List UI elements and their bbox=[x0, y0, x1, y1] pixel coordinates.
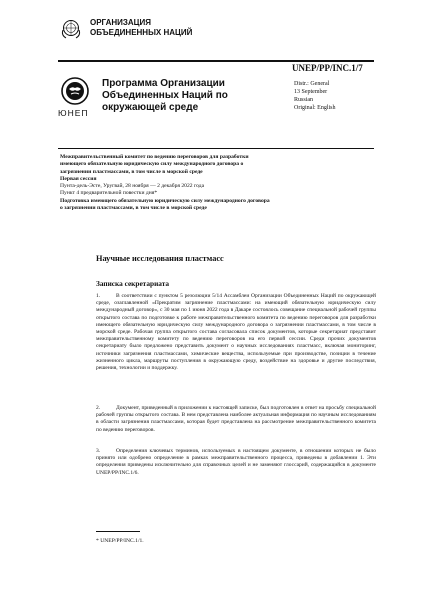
distribution-info bbox=[294, 80, 336, 112]
document-symbol: UNEP/PP/INC.1/7 bbox=[292, 63, 363, 73]
un-name-line2: ОБЪЕДИНЕННЫХ НАЦИЙ bbox=[90, 28, 193, 37]
meeting-info bbox=[60, 154, 270, 212]
paragraph bbox=[96, 405, 376, 434]
agenda-item: Пункт 4 предварительной повестки дня* bbox=[60, 190, 158, 197]
session-name: Первая сессия bbox=[60, 175, 97, 182]
distribution-language: Russian bbox=[294, 97, 314, 103]
footnote-rule bbox=[96, 531, 140, 532]
note-title: Записка секретариата bbox=[96, 279, 170, 288]
paragraph-number: 3. bbox=[96, 448, 101, 454]
header-rule bbox=[58, 60, 374, 62]
unep-name: Программа Организации Объединенных Наций по окружающей среде bbox=[102, 78, 228, 113]
section-rule bbox=[58, 148, 374, 149]
paragraph-text: Определения ключевых терминов, используемых в настоящем документе, в отношении которых не было принято или одобрено определение в рамках межправительственного процесса, приведены в добавлении 1. Эти определения приведены исключительно для справочных целей и не заменяют глоссарий, содержащийся в документе UNEP/PP/INC.1/6. bbox=[96, 448, 376, 476]
distribution-original: Original: English bbox=[294, 105, 336, 111]
distribution-distr: Distr.: General bbox=[294, 81, 330, 87]
committee-name: Межправительственный комитет по ведению переговоров для разработки имеющего обязательную юридическую силу международного договора о загрязнении пластмассами, в том числе в морской среде bbox=[60, 154, 249, 175]
paragraph-text: В соответствии с пунктом 5 резолюции 5/14 Ассамблеи Организации Объединенных Наций по окружающей среде, озаглавленной «Прекратим загрязнение пластмассами: на имеющий обязательную юридическую силу международный договор», с 30 мая по 1 июня 2022 года в Дакаре состоялось совещание специальной рабочей группы открытого состава по подготовке к работе межправительственного комитета по ведению переговоров для разработки имеющего обязательную юридическую силу международного договора о загрязнении пластмассами, в том числе в морской среде. Рабочая группа открытого состава согласовала список документов, которые секретариат представит межправительственному комитету по ведению переговоров на его первой сессии. Среди прочих документов секретариату было предложено представить документ о научных исследованиях пластмасс, включая мониторинг, источники загрязнения пластмассами, химические вещества, используемые при производстве, позиции в течение жизненного цикла, маршруты поступления в окружающую среду, воздействие на здоровье и другие последствия, решения, технологии и поддержку. bbox=[96, 293, 376, 372]
un-name-line1: ОРГАНИЗАЦИЯ bbox=[90, 18, 152, 27]
unep-abbreviation: ЮНЕП bbox=[58, 108, 89, 118]
un-emblem-icon bbox=[60, 18, 82, 40]
footnote: * UNEP/PP/INC.1/1. bbox=[96, 538, 144, 544]
paragraph-number: 1. bbox=[96, 293, 101, 299]
paragraph-text: Документ, приведенный в приложении к настоящей записке, был подготовлен в ответ на просьбу специальной рабочей группы открытого состава. В нем представлена наиболее актуальная информация по научным исследованиям в области загрязнения пластмассами, которая будет представлена на рассмотрение межправительственного комитета по ведению переговоров. bbox=[96, 405, 376, 433]
document-title: Научные исследования пластмасс bbox=[96, 254, 224, 263]
session-place: Пунта-дель-Эсте, Уругвай, 28 ноября — 2 декабря 2022 года bbox=[60, 183, 205, 190]
distribution-date: 13 September bbox=[294, 89, 328, 95]
paragraph-number: 2. bbox=[96, 405, 101, 411]
un-name bbox=[90, 18, 192, 38]
agenda-title: Подготовка имеющего обязательную юридическую силу международного договора о загрязнении пластмассами, в том числе в морской среде bbox=[60, 197, 270, 212]
unep-logo-icon bbox=[60, 76, 90, 106]
paragraph bbox=[96, 448, 376, 477]
paragraph bbox=[96, 293, 376, 372]
